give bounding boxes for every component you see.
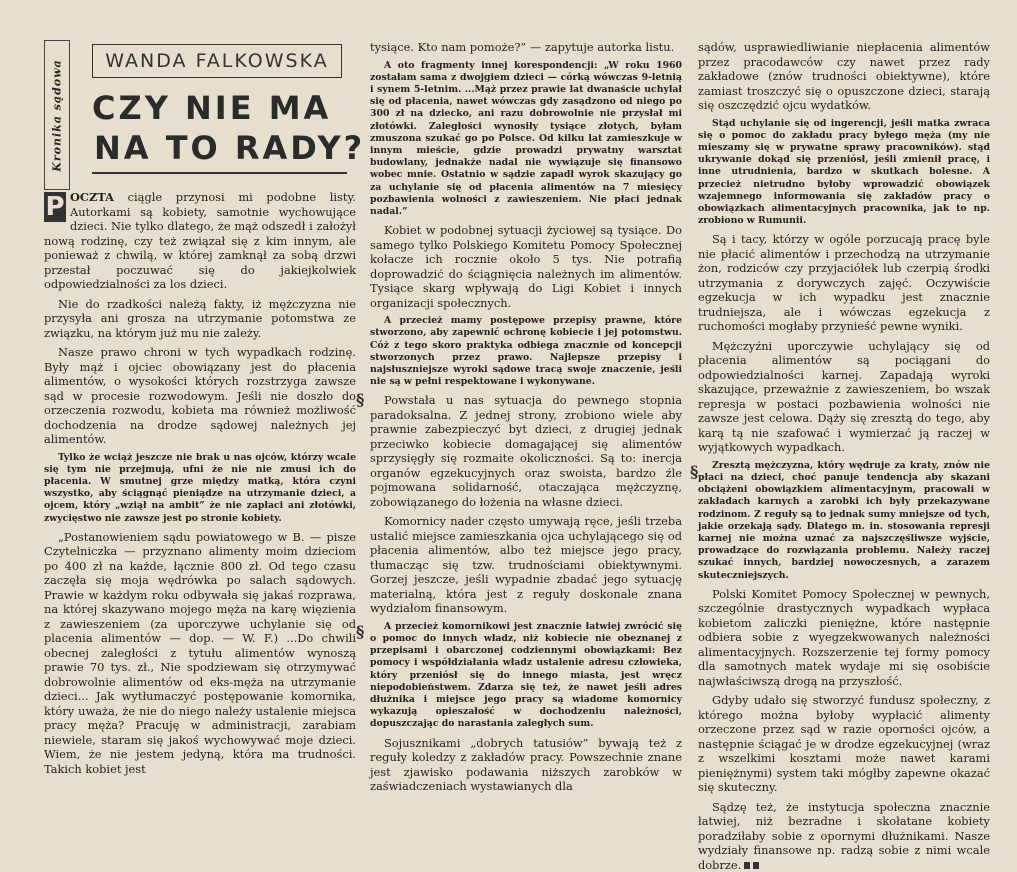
section-mark: § bbox=[356, 390, 365, 409]
small-paragraph: A przecież mamy postępowe przepisy prawne, które stworzono, aby zapewnić ochronę kobiecie i jej potomstwu. Cóż z tego skoro praktyka odbiega znacznie od koncepcji stworzonych przez prawo. Najlepsze przepisy i najsłuszniejsze wyroki sądowe tracą swoje znaczenie, jeśli nie są w pełni respektowane i wykonywane. bbox=[370, 315, 682, 388]
final-paragraph bbox=[698, 800, 990, 872]
small-paragraph: A przecież komornikowi jest znacznie łatwiej zwrócić się o pomoc do innych władz, niż kobiecie nie obeznanej z przepisami i obarczonej codziennymi obowiązkami: Bez pomocy i współdziałania władz ustalenie adresu człowieka, który przeniósł się do innego miasta, jest wręcz niepodobieństwem. Zdarza się też, że nawet jeśli adres dłużnika i miejsce jego pracy są wiadome komornicy wykazują opieszałość w dochodzeniu należności, dopuszczając do narastania zaległych sum. bbox=[370, 620, 682, 730]
section-label-box bbox=[44, 40, 70, 190]
small-paragraph: A oto fragmenty innej korespondencji: „W roku 1960 zostałam sama z dwojgiem dzieci — córką wówczas 9-letnią i synem 5-letnim. ...Mąż przez prawie lat dwanaście uchylał się od płacenia, nawet wówczas gdy zasądzono od niego po 300 zł na dziecko, ani razu dobrowolnie nie przysłał mi złotówki. Zaległości wynosiły tysiące złotych, byłam zmuszona szukać go po Polsce. Od kilku lat zamieszkuje w innym mieście, gdzie prowadzi prywatny warsztat budowlany, jednakże nadal nie wywiązuje się finansowo wobec mnie. Ostatnio w sądzie zapadł wyrok skazujący go za uchylanie się od płacenia alimentów na 7 miesięcy pozbawienia wolności z zawieszeniem. Nie płaci jednak nadal.” bbox=[370, 59, 682, 217]
lead-word: OCZTA bbox=[70, 190, 114, 204]
column-3 bbox=[698, 40, 990, 872]
paragraph: Kobiet w podobnej sytuacji życiowej są tysiące. Do samego tylko Polskiego Komitetu Pomocy Społecznej kołacze ich rocznie około 5 tys. Nie potrafią doprowadzić do ściągnięcia należnych im alimentów. Tysiące skarg wpływają do Ligi Kobiet i innych organizacji społecznych. bbox=[370, 223, 682, 310]
headline-line-1: CZY NIE MA bbox=[92, 89, 332, 127]
paragraph: Nie do rzadkości należą fakty, iż mężczyzna nie przysyła ani grosza na utrzymanie potomstwa ze związku, na którym już mu nie zależy. bbox=[44, 296, 356, 340]
final-text: Sądzę też, że instytucja społeczna znacznie łatwiej, niż bezradne i skołatane kobiety poradziłaby sobie z opornymi dłużnikami. Nasze wydziały finansowe np. radzą sobie z nimi wcale dobrze. bbox=[698, 799, 990, 872]
paragraph: Są i tacy, którzy w ogóle porzucają pracę byle nie płacić alimentów i przechodzą na utrzymanie żon, rodziców czy przyjaciółek lub czerpią środki utrzymania z dorywczych zajęć. Oczywiście egzekucja w ich wypadku jest znacznie trudniejsza, ale i wówczas egzekucja z ruchomości mogłaby przynieść pewne wyniki. bbox=[698, 232, 990, 334]
end-mark bbox=[753, 862, 759, 869]
headline bbox=[92, 88, 372, 168]
author-box bbox=[92, 44, 342, 78]
paragraph: tysiące. Kto nam pomoże?” — zapytuje autorka listu. bbox=[370, 40, 675, 54]
paragraph: sądów, usprawiedliwianie niepłacenia alimentów przez pracodawców czy nawet przez rady zakładowe (znów trudności obiektywne), które zamiast troszczyć się o opuszczone dzieci, starają się oszczędzić ojcu wydatków. bbox=[698, 40, 990, 112]
section-mark: § bbox=[356, 622, 365, 641]
paragraph: Nasze prawo chroni w tych wypadkach rodzinę. Były mąż i ojciec obowiązany jest do płacenia alimentów, o wysokości których rozstrzyga zawsze sąd w procesie rozwodowym. Jeśli nie doszło do orzeczenia rozwodu, kobieta ma również możliwość dochodzenia na drodze sądowej należnych jej alimentów. bbox=[44, 345, 356, 446]
dropcap: P bbox=[45, 192, 65, 222]
small-paragraph: Stąd uchylanie się od ingerencji, jeśli matka zwraca się o pomoc do zakładu pracy byłego męża (my nie mieszamy się w prywatne sprawy pracowników). stąd ukrywanie dokąd się przeniósł, jeśli zmienił pracę, i inne utrudnienia, bardzo w skutkach bolesne. A przecież nietrudno byłoby wprowadzić obowiązek wzajemnego informowania się zakładów pracy o obowiązkach alimentacyjnych pracownika, jak to np. zrobiono w Rumunii. bbox=[698, 117, 990, 227]
end-mark bbox=[744, 862, 750, 869]
lead-rest: ciągle przynosi mi podobne listy. Autorkami są kobiety, samotnie wychowujące dzieci. Nie tylko dlatego, że mąż odszedł i założył nową rodzinę, czy też związał się z kim innym, ale ponieważ z chwilą, w której zamknął za sobą drzwi przestał poczuwać się do jakiejkolwiek odpowiedzialności za los dzieci. bbox=[44, 190, 356, 291]
quote-paragraph: „Postanowieniem sądu powiatowego w B. — pisze Czytelniczka — przyznano alimenty moim dzieciom po 400 zł na każde, łącznie 800 zł. Od tego czasu zaczęła się moja wędrówka po salach sądowych. Prawie w każdym roku odbywała się jakaś rozprawa, na której skazywano mojego męża na karę więzienia z zawieszeniem (za uporczywe uchylanie się od placenia alimentów — dop. — W. F.) ...Do chwili obecnej zaległości z tytułu alimentów wynoszą prawie 70 tys. zł., Nie spodziewam się otrzymywać dobrowolnie alimentów od eks-męża na utrzymanie dzieci... Jak wytłumaczyć postępowanie komornika, który uważa, że nie do niego należy ustalenie miejsca pracy męża? Pracuję w administracji, zarabiam niewiele, staram się jakoś wychowywać moje dzieci. Wiem, że nie jestem jedyną, która ma trudności. Takich kobiet jest bbox=[44, 529, 356, 776]
author-name: WANDA FALKOWSKA bbox=[105, 50, 329, 72]
headline-line-2: NA TO RADY? bbox=[94, 129, 366, 167]
headline-rule bbox=[92, 172, 347, 174]
section-label: Kronika sądowa bbox=[50, 58, 64, 172]
paragraph: Sojusznikami „dobrych tatusiów” bywają też z reguły koledzy z zakładów pracy. Powszechnie znane jest zjawisko podawania niższych zarobków w zaświadczeniach wystawianych dla bbox=[370, 735, 682, 794]
small-paragraph: Zresztą mężczyzna, który wędruje za kraty, znów nie płaci na dzieci, choć panuje tendencja aby skazani obciążeni obowiązkiem alimentacyjnym, pracowali w zakładach karnych a zarobki ich były przekazywane rodzinom. Z reguły są to jednak sumy mniejsze od tych, jakie orzekają sądy. Dlatego m. in. stosowania represji karnej nie można uznać za najszczęśliwsze wyjście, prowadzące do rozwiązania problemu. Należy raczej szukać innych, bardziej nowoczesnych, a zarazem skuteczniejszych. bbox=[698, 459, 990, 581]
paragraph: Mężczyźni uporczywie uchylający się od płacenia alimentów są pociągani do odpowiedzialności karnej. Zapadają wyroki skazujące, przeważnie z zawieszeniem, bo wszak represja w postaci pozbawienia wolności nie zawsze jest celowa. Dąży się zresztą do tego, aby karą tą nie szafować i wymierzać ją raczej w wyjątkowych wypadkach. bbox=[698, 338, 990, 455]
paragraph: Komornicy nader często umywają ręce, jeśli trzeba ustalić miejsce zamieszkania ojca uchylającego się od płacenia alimentów, albo też miejsce jego pracy, tłumacząc się tzw. trudnościami obiektywnymi. Gorzej jeszcze, jeśli wypadnie zbadać jego sytuację materialną, która jest z reguły doskonale znana wydziałom finansowym. bbox=[370, 514, 682, 616]
lead-paragraph bbox=[44, 190, 356, 292]
paragraph: Gdyby udało się stworzyć fundusz społeczny, z którego można byłoby wypłacić alimenty orzeczone przez sąd w razie oporności ojców, a następnie ściągać je w drodze egzekucyjnej (wraz z wszelkimi kosztami może nawet karami pieniężnymi) system taki mógłby zapewne okazać się skuteczny. bbox=[698, 693, 990, 795]
column-2 bbox=[370, 40, 682, 798]
section-mark: § bbox=[690, 462, 699, 481]
column-1 bbox=[44, 190, 356, 798]
paragraph: Powstała u nas sytuacja do pewnego stopnia paradoksalna. Z jednej strony, zrobiono wiele aby prawnie zabezpieczyć byt dzieci, z drugiej jednak przeciwko kobiecie domagającej się alimentów sprzysięgły się rozmaite okoliczności. Są to: inercja organów egzekucyjnych oraz swoista, bardzo źle pojmowana solidarność, otaczająca mężczyznę, zobowiązanego do łożenia na własne dzieci. bbox=[370, 393, 682, 509]
paragraph: Polski Komitet Pomocy Społecznej w pewnych, szczególnie drastycznych wypadkach wypłaca kobietom zaliczki pieniężne, które następnie odbiera sobie z wyegzekwowanych należności alimentacyjnych. Rozszerzenie tej formy pomocy dla samotnych matek wydaje mi się osobiście najwłaściwszą drogą na przyszłość. bbox=[698, 586, 990, 688]
small-paragraph: Tylko że wciąż jeszcze nie brak u nas ojców, którzy wcale się tym nie przejmują, ufni że nie nie zmusi ich do płacenia. W smutnej grze między matką, która czyni wszystko, aby ściągnąć pieniądze na utrzymanie dzieci, a ojcem, który „wziął na ambit” że nie zapłaci ani złotówki, zwycięstwo nie zawsze jest po stronie kobiety. bbox=[44, 451, 356, 524]
